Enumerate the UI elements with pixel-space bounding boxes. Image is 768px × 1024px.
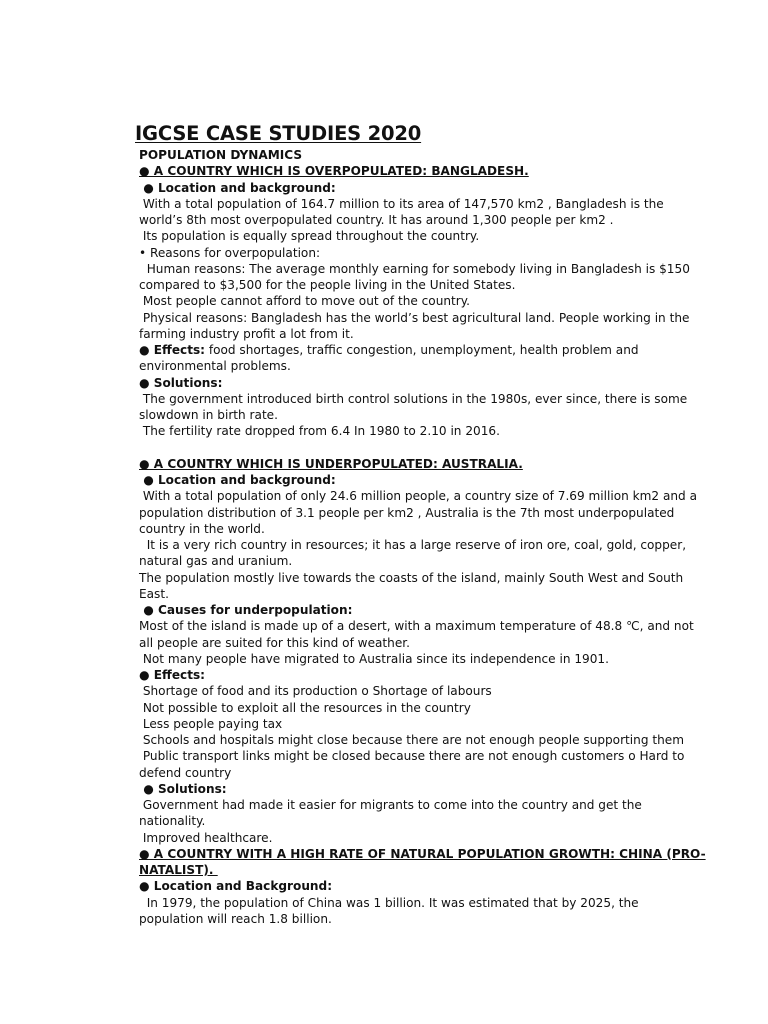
body-line: Public transport links might be closed because there are not enough customers o Hard to [139, 749, 685, 764]
subheading-line: ● Solutions: [139, 375, 223, 390]
body-line: Not many people have migrated to Australia since its independence in 1901. [139, 651, 609, 666]
blank-line [139, 440, 679, 456]
body-line: natural gas and uranium. [139, 554, 293, 569]
line-text: food shortages, traffic congestion, unemployment, health problem and [205, 343, 639, 357]
body-line: Not possible to exploit all the resources in the country [139, 700, 471, 715]
body-line: Government had made it easier for migrants to come into the country and get the [139, 798, 642, 812]
body-line: Less people paying tax [139, 716, 283, 731]
body-line: The population mostly live towards the coasts of the island, mainly South West and South [139, 570, 684, 585]
body-line: With a total population of only 24.6 million people, a country size of 7.69 million km2 and a [139, 489, 697, 504]
body-line: population distribution of 3.1 people per km2 , Australia is the 7th most underpopulated [139, 505, 675, 520]
section-heading: ● A COUNTRY WITH A HIGH RATE OF NATURAL POPULATION GROWTH: CHINA (PRO- [139, 846, 706, 861]
body-line: all people are suited for this kind of weather. [139, 635, 410, 650]
subheading-line: ● Solutions: [139, 781, 227, 796]
subheading-line: ● Location and background: [139, 473, 336, 487]
body-line: East. [139, 586, 169, 601]
document-body [139, 147, 706, 927]
body-line: environmental problems. [139, 359, 291, 374]
body-line: Human reasons: The average monthly earning for somebody living in Bangladesh is $150 [139, 261, 690, 276]
body-line: Its population is equally spread throughout the country. [139, 229, 480, 244]
section-subtitle: POPULATION DYNAMICS [139, 148, 303, 162]
body-line: compared to $3,500 for the people living in the United States. [139, 278, 516, 292]
body-line: Shortage of food and its production o Shortage of labours [139, 684, 492, 699]
subheading-line: ● Effects: [139, 668, 206, 682]
body-line: Schools and hospitals might close because there are not enough people supporting them [139, 733, 684, 747]
subheading-line: ● Location and Background: [139, 879, 333, 894]
section-heading: ● A COUNTRY WHICH IS UNDERPOPULATED: AUSTRALIA. [139, 456, 523, 471]
body-line: In 1979, the population of China was 1 billion. It was estimated that by 2025, the [139, 895, 639, 910]
body-line: Most people cannot afford to move out of the country. [139, 294, 471, 309]
section-heading: ● A COUNTRY WHICH IS OVERPOPULATED: BANGLADESH. [139, 164, 529, 179]
body-line: nationality. [139, 814, 206, 829]
body-line: Physical reasons: Bangladesh has the world’s best agricultural land. People working in the [139, 310, 690, 325]
subheading-line: ● Location and background: [139, 180, 336, 195]
body-line: population will reach 1.8 billion. [139, 911, 332, 926]
page-title: IGCSE CASE STUDIES 2020 [135, 122, 422, 145]
bold-label: ● Effects: [139, 343, 206, 357]
body-line: Most of the island is made up of a desert, with a maximum temperature of 48.8 ℃, and not [139, 619, 694, 634]
section-heading: NATALIST). [139, 863, 218, 877]
body-line: With a total population of 164.7 million to its area of 147,570 km2 , Bangladesh is the [139, 196, 664, 211]
body-line: The government introduced birth control solutions in the 1980s, ever since, there is some [139, 391, 688, 406]
body-line: defend country [139, 765, 232, 780]
body-line: slowdown in birth rate. [139, 408, 278, 422]
body-line [139, 342, 679, 358]
body-line: The fertility rate dropped from 6.4 In 1980 to 2.10 in 2016. [139, 424, 500, 439]
body-line: world’s 8th most overpopulated country. It has around 1,300 people per km2 . [139, 213, 614, 227]
body-line: country in the world. [139, 521, 265, 536]
body-line: farming industry profit a lot from it. [139, 326, 354, 341]
body-line: • Reasons for overpopulation: [139, 245, 321, 260]
body-line: It is a very rich country in resources; it has a large reserve of iron ore, coal, gold, copper, [139, 538, 687, 552]
body-line: Improved healthcare. [139, 830, 273, 845]
subheading-line: ● Causes for underpopulation: [139, 603, 353, 617]
